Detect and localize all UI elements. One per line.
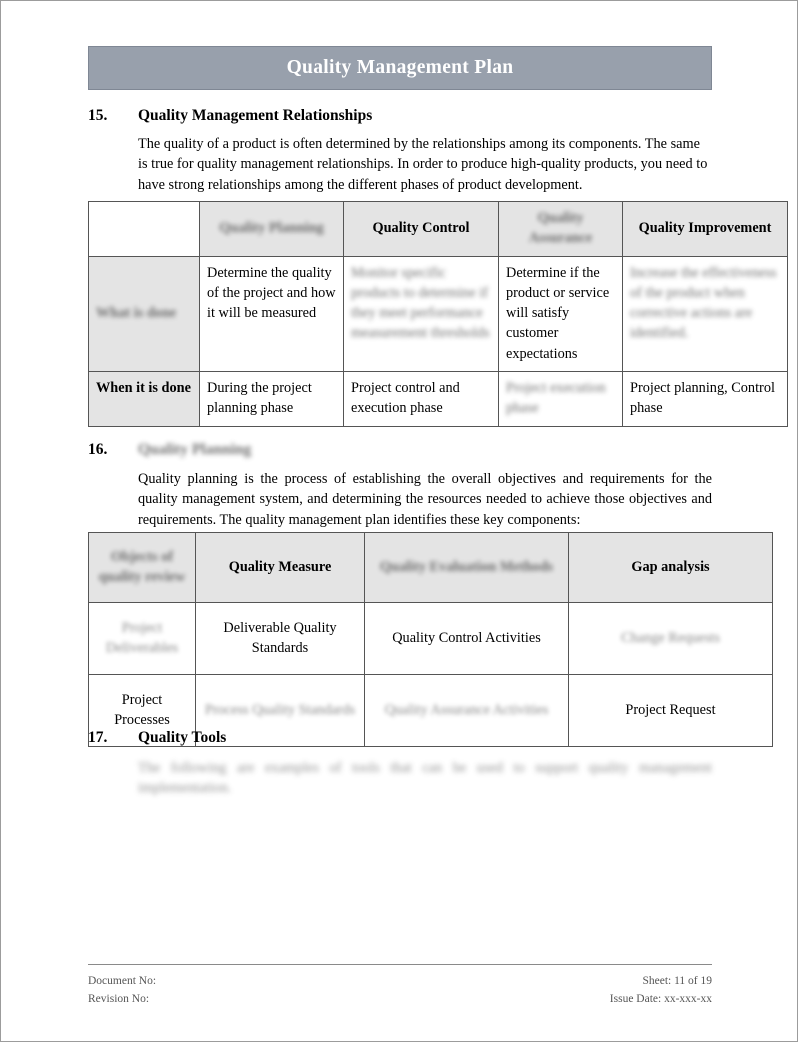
cell-what-is-done-quality-planning: Determine the quality of the project and how it will be measured [200,256,344,371]
section-heading [88,441,712,459]
section-title: Quality Tools [138,729,227,746]
section-number: 16. [88,441,108,458]
footer-document-no: Document No: [88,975,157,987]
table-quality-planning-components [88,532,773,747]
cell-when-it-is-done-quality-assurance [499,372,623,427]
section-quality-planning [88,441,712,530]
footer-issue-date: Issue Date: xx-xxx-xx [609,993,712,1006]
cell-what-is-done-quality-improvement [623,256,788,371]
column-header-quality-assurance-label: Quality Assurance [528,210,593,247]
column-header-quality-measure: Quality Measure [196,533,365,603]
cell-project-processes: Project Processes [89,675,196,747]
section-paragraph: The quality of a product is often determined by the relationships among its components. The same is true for quality management relationships. In order to produce high-quality products, you need to have strong relationships among the different phases of product development. [138,136,708,193]
column-header-objects-of-quality-review-label: Objects of quality review [98,548,186,585]
cell-when-it-is-done-quality-control: Project control and execution phase [344,372,499,427]
column-header-quality-planning-label: Quality Planning [219,220,324,237]
row-label-when-it-is-done [89,372,200,427]
footer-row-top [88,972,712,990]
section-paragraph: Quality planning is the process of establishing the overall objectives and requirements for the quality management system, and determining the resources needed to achieve those objectives and requirements. The quality management plan identifies these key components: [138,471,712,528]
cell-deliverable-quality-standards: Deliverable Quality Standards [196,603,365,675]
column-header-objects-of-quality-review [89,533,196,603]
table-header-row [89,533,773,603]
cell-what-is-done-quality-control-text: Monitor specific products to determine if they meet performance measurement thresholds [351,264,490,342]
cell-project-deliverables [89,603,196,675]
footer-row-bottom [88,990,712,1008]
page-footer [88,964,712,1009]
section-heading [88,107,712,125]
cell-process-quality-standards-text: Process Quality Standards [204,701,356,718]
section-heading [88,729,712,747]
section-title: Quality Management Relationships [138,107,373,124]
table-header-row [89,202,788,257]
cell-change-requests-text: Change Requests [621,629,720,646]
column-header-quality-control: Quality Control [344,202,499,257]
section-number: 15. [88,107,108,124]
table-quality-management-relationships [88,201,788,427]
section-quality-management-relationships [88,107,712,195]
cell-project-request: Project Request [569,675,773,747]
section-paragraph: The following are examples of tools that can be used to support quality management implementation. [138,760,712,797]
row-label-what-is-done-text: What is done [96,305,177,322]
table-row [89,372,788,427]
page-title: Quality Management Plan [286,57,514,78]
cell-quality-control-activities: Quality Control Activities [365,603,569,675]
cell-when-it-is-done-quality-assurance-text: Project execution phase [506,380,606,417]
cell-what-is-done-quality-assurance: Determine if the product or service will satisfy customer expectations [499,256,623,371]
cell-when-it-is-done-quality-improvement: Project planning, Control phase [623,372,788,427]
cell-when-it-is-done-quality-planning: During the project planning phase [200,372,344,427]
row-label-what-is-done [89,256,200,371]
section-number: 17. [88,729,108,746]
column-header-quality-evaluation-methods [365,533,569,603]
footer-sheet-number: Sheet: 11 of 19 [642,975,712,987]
cell-what-is-done-quality-improvement-text: Increase the effectiveness of the product when corrective actions are identified. [630,264,777,342]
column-header-quality-assurance [499,202,623,257]
footer-revision-no: Revision No: [88,993,150,1006]
row-label-when-it-is-done-text: When it is done [96,380,191,397]
cell-change-requests [569,603,773,675]
section-quality-tools [88,729,712,799]
cell-project-deliverables-text: Project Deliverables [105,619,179,656]
table-row [89,603,773,675]
document-title-banner [88,46,712,90]
cell-what-is-done-quality-control [344,256,499,371]
column-header-quality-planning [200,202,344,257]
table-row [89,256,788,371]
column-header-gap-analysis: Gap analysis [569,533,773,603]
table-corner-cell [89,202,200,257]
cell-quality-assurance-activities-text: Quality Assurance Activities [384,701,549,718]
column-header-quality-evaluation-methods-label: Quality Evaluation Methods [379,558,554,575]
section-title: Quality Planning [138,441,252,458]
column-header-quality-improvement: Quality Improvement [623,202,788,257]
